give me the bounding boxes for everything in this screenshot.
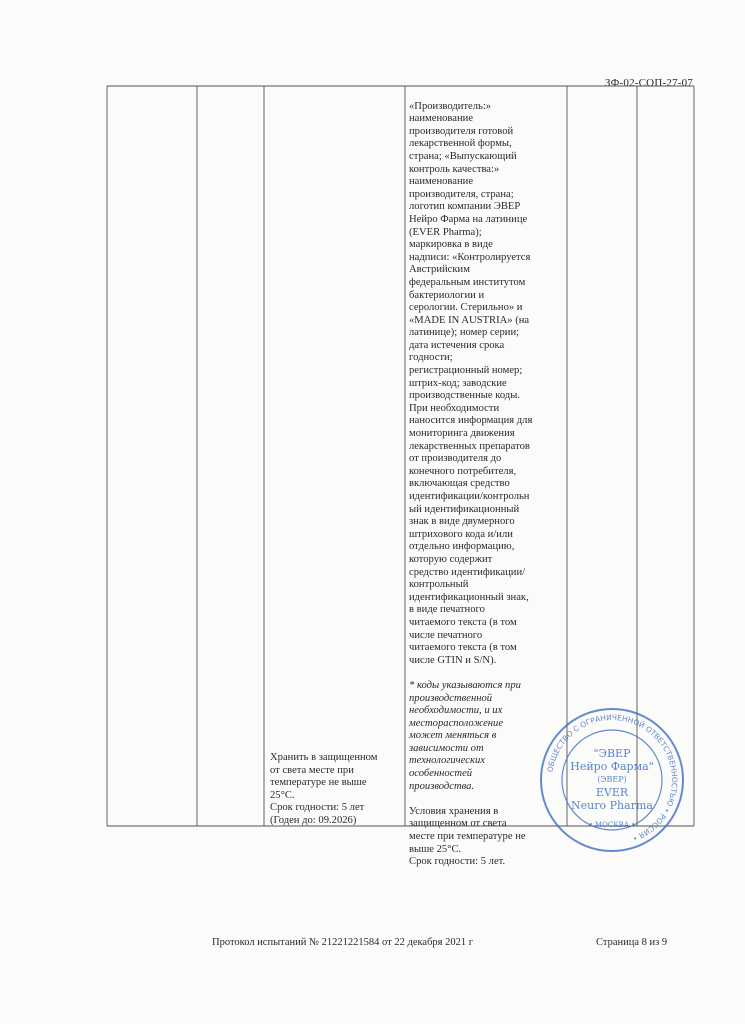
column3-storage-text: Хранить в защищенном от света месте при температуре не выше 25°C. Срок годности: 5 лет (Годен до: 09.2026)	[270, 752, 378, 826]
footer-page-number: Страница 8 из 9	[596, 937, 668, 948]
stamp-line1: "ЭВЕР	[593, 747, 631, 760]
document-code: ЗФ-02-СОП-27-07	[604, 77, 693, 89]
company-stamp	[537, 705, 687, 855]
column4-storage-text: Условия хранения в защищенном от света месте при температуре не выше 25°C. Срок годности: 5 лет.	[409, 805, 526, 868]
stamp-ring-text: ОБЩЕСТВО С ОГРАНИЧЕННОЙ ОТВЕТСТВЕННОСТЬЮ • РОССИЯ •	[545, 712, 680, 844]
stamp-line4: EVER	[595, 786, 629, 799]
column4-main-text: «Производитель:» наименование производителя готовой лекарственной формы, страна; «Выпускающий контроль качества:» наименование производителя, страна; логотип компании ЭВЕР Нейро Фарма на латинице (EVER Pharma); маркировка в виде надписи: «Контролируется Австрийским федеральным институтом бактериологии и серологии. Стерильно» и «MADE IN AUSTRIA» (на латинице); номер серии; дата истечения срока годности; регистрационный номер; штрих-код; заводские производственные коды. При необходимости наносится информация для мониторинга движения лекарственных препаратов от производителя до конечного потребителя, включающая средство идентификации/контрольн ый идентификационный знак в виде двумерного штрихового кода и/или отдельно информацию, которую содержит средство идентификации/ контрольный идентификационный знак, в виде печатного читаемого текста (в том числе печатного читаемого текста (в том числе GTIN и S/N).	[409, 100, 533, 666]
stamp-line3: (ЭВЕР)	[597, 775, 627, 784]
stamp-line2: Нейро Фарма"	[570, 760, 654, 773]
column4-italic-note: * коды указываются при производственной необходимости, и их месторасположение может меняться в зависимости от технологических особенностей производства.	[409, 679, 521, 792]
stamp-bottom: • МОСКВА •	[588, 821, 636, 829]
stamp-line5: Neuro Pharma	[571, 799, 653, 812]
footer-protocol: Протокол испытаний № 21221221584 от 22 декабря 2021 г	[212, 937, 474, 948]
